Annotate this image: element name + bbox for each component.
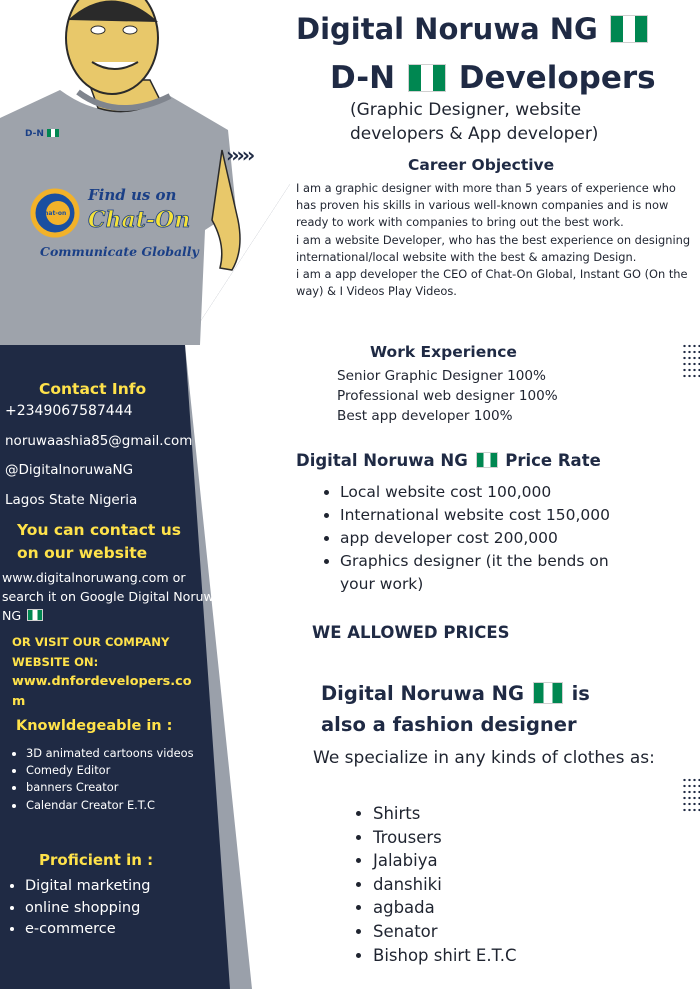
- nigeria-flag-icon: [27, 609, 43, 621]
- list-item: Senior Graphic Designer 100%: [337, 368, 546, 384]
- price-heading-right: Price Rate: [505, 451, 601, 470]
- nigeria-flag-icon: [533, 682, 563, 704]
- list-item: • Digital marketing: [25, 876, 151, 898]
- list-item: • danshiki: [373, 873, 516, 897]
- page-title: [296, 12, 650, 46]
- list-item: • agbada: [373, 896, 516, 920]
- nigeria-flag-icon: [610, 15, 648, 43]
- company-website-link[interactable]: www.dnfordevelopers.com: [12, 674, 192, 709]
- list-item: • banners Creator: [26, 779, 206, 796]
- website-text: [2, 568, 222, 625]
- contact-phone: +2349067587444: [5, 403, 133, 419]
- find-us-text: Find us on: [88, 186, 177, 204]
- contact-info-heading: Contact Info: [39, 380, 147, 398]
- contact-location: Lagos State Nigeria: [5, 492, 138, 508]
- visit-website: [12, 633, 202, 711]
- roles-text: (Graphic Designer, website developers & App developer): [350, 100, 599, 144]
- fashion-heading-right: is: [571, 682, 590, 705]
- list-item: • Jalabiya: [373, 849, 516, 873]
- list-item: Best app developer 100%: [337, 408, 513, 424]
- career-objective-heading: Career Objective: [408, 156, 555, 174]
- tagline-text: Communicate Globally: [40, 244, 199, 259]
- website-text-content: www.digitalnoruwang.com or search it on Google Digital Noruwa NG: [2, 570, 222, 623]
- nigeria-flag-icon: [408, 64, 446, 92]
- logo-badge-text: Chat-on: [39, 210, 67, 217]
- fashion-heading-line2: also a fashion designer: [321, 713, 577, 736]
- list-item: • Graphics designer (it the bends on your work): [340, 550, 630, 596]
- price-rate-heading: [296, 451, 601, 470]
- knowledgeable-heading: Knowldegeable in :: [16, 718, 173, 734]
- tshirt-illustration: [0, 0, 290, 345]
- list-item: • 3D animated cartoons videos: [26, 745, 206, 762]
- list-item: • online shopping: [25, 898, 151, 920]
- list-item: • e-commerce: [25, 919, 151, 941]
- proficient-list: [5, 876, 151, 941]
- list-item: • Shirts: [373, 802, 516, 826]
- proficient-heading: Proficient in :: [39, 851, 154, 869]
- work-experience-list: [337, 366, 558, 426]
- website-heading-line1: You can contact us: [17, 521, 181, 539]
- list-item: • Bishop shirt E.T.C: [373, 944, 516, 968]
- list-item: • Comedy Editor: [26, 762, 206, 779]
- list-item: • Local website cost 100,000: [340, 481, 630, 504]
- career-paragraph: I am a graphic designer with more than 5 years of experience who has proven his skills in various well-known companies and is now ready to work with companies to bring out the best work.: [296, 181, 676, 230]
- nigeria-flag-icon: [476, 452, 498, 468]
- chevron-arrows-icon: ›››››: [226, 143, 253, 167]
- career-paragraph: i am a app developer the CEO of Chat-On Global, Instant GO (On the way) & I Videos Play Videos.: [296, 267, 688, 299]
- list-item: • app developer cost 200,000: [340, 527, 630, 550]
- list-item: • Calendar Creator E.T.C: [26, 797, 206, 814]
- dot-pattern-bottom: [682, 777, 700, 813]
- list-item: • Trousers: [373, 826, 516, 850]
- fashion-heading: [321, 678, 590, 740]
- title-brand: D-N: [330, 60, 396, 96]
- work-experience-heading: Work Experience: [370, 343, 517, 361]
- page-subtitle: [330, 60, 656, 96]
- fashion-intro: We specialize in any kinds of clothes as:: [313, 748, 655, 768]
- chat-on-text: Chat-On: [88, 207, 191, 233]
- visit-text: OR VISIT OUR COMPANY WEBSITE ON:: [12, 635, 170, 669]
- price-heading-left: Digital Noruwa NG: [296, 451, 468, 470]
- contact-email: noruwaashia85@gmail.com: [5, 433, 193, 449]
- dot-pattern-top: [682, 343, 700, 379]
- shirt-brand-text: D-N: [25, 129, 44, 139]
- career-objective-text: [296, 180, 696, 300]
- fashion-heading-left: Digital Noruwa NG: [321, 682, 524, 705]
- website-heading-line2: on our website: [17, 544, 148, 562]
- career-paragraph: i am a website Developer, who has the best experience on designing international/local website with the best & amazing Design.: [296, 232, 691, 264]
- clothes-list: [353, 802, 516, 967]
- contact-handle: @DigitalnoruwaNG: [5, 462, 134, 478]
- knowledgeable-list: [6, 745, 206, 814]
- title-line1: Digital Noruwa NG: [296, 12, 598, 46]
- list-item: • Senator: [373, 920, 516, 944]
- list-item: • International website cost 150,000: [340, 504, 630, 527]
- list-item: Professional web designer 100%: [337, 388, 558, 404]
- allowed-prices-note: WE ALLOWED PRICES: [312, 623, 510, 642]
- title-developers: Developers: [458, 60, 656, 96]
- website-heading: [17, 519, 181, 565]
- price-list: [320, 481, 630, 596]
